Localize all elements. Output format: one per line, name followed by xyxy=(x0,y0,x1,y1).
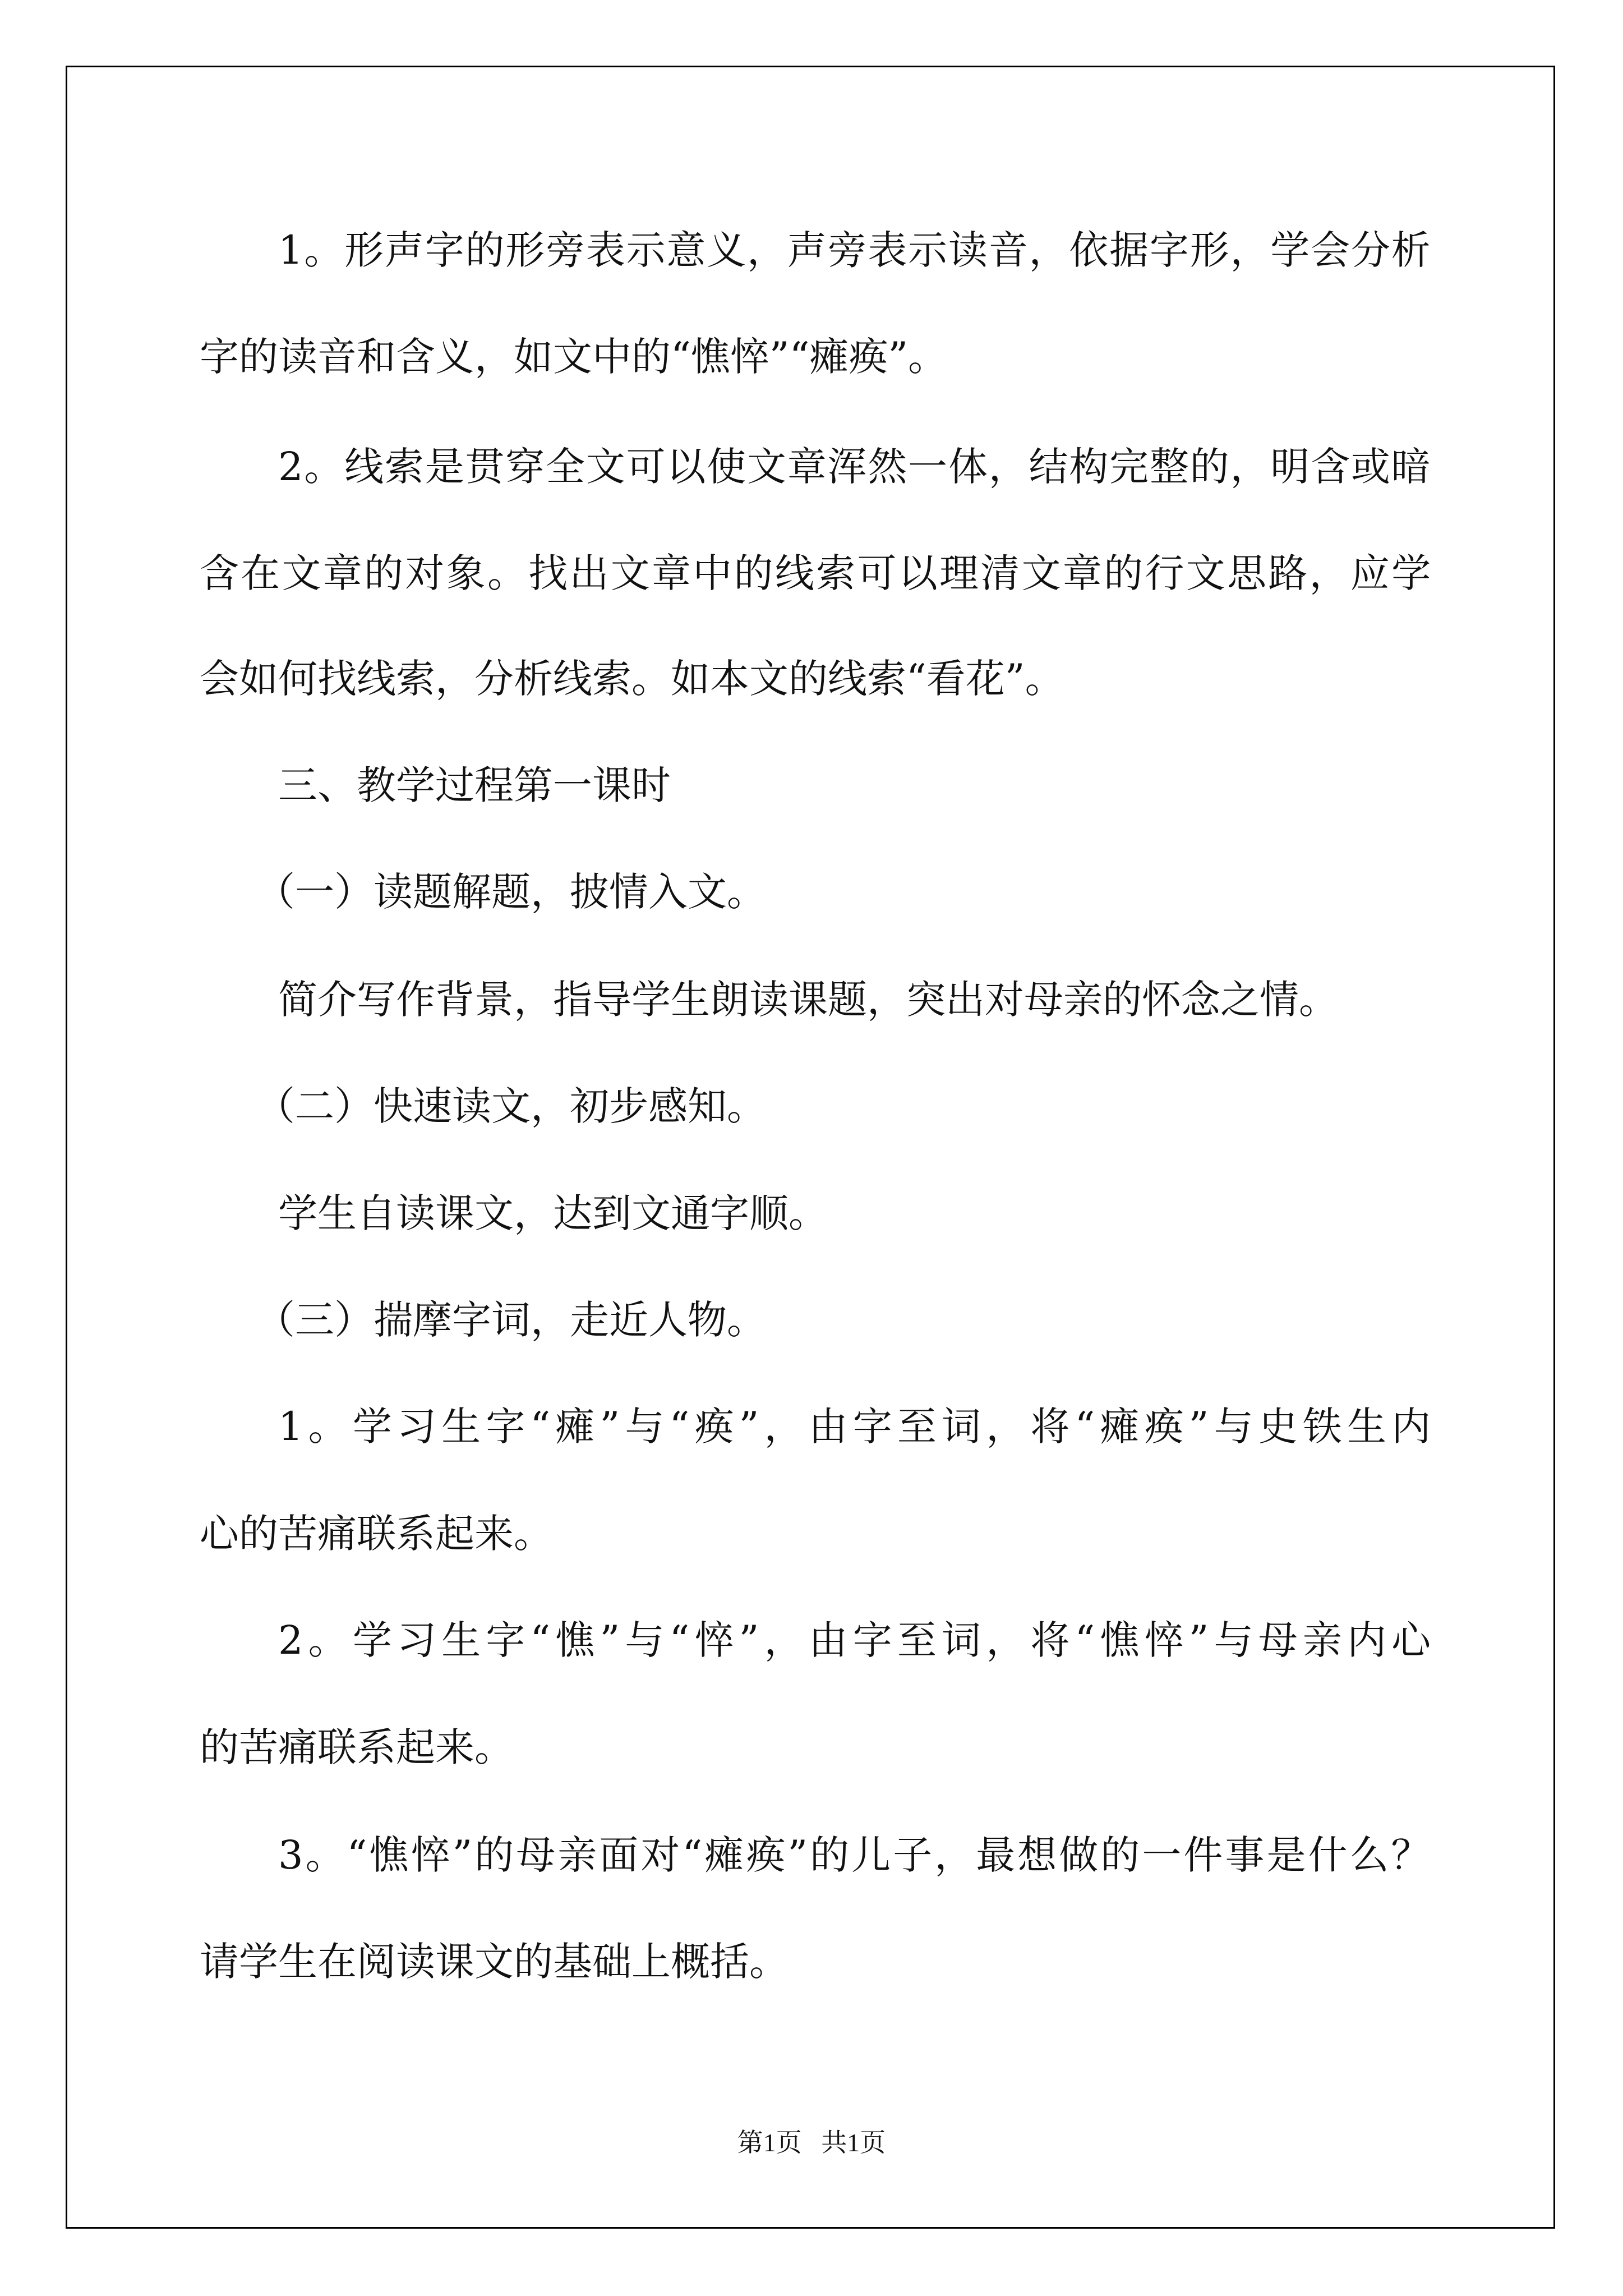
paragraph-5-line-2: 心的苦痛联系起来。 xyxy=(200,1511,553,1557)
paragraph-2-line-2: 含在文章的对象。找出文章中的线索可以理清文章的行文思路，应学 xyxy=(200,550,1433,596)
paragraph-6-line-2: 的苦痛联系起来。 xyxy=(200,1724,514,1770)
paragraph-2-line-3: 会如何找线索，分析线索。如本文的线索“看花”。 xyxy=(200,656,1064,702)
paragraph-7-line-1: 3。“憔悴”的母亲面对“瘫痪”的儿子，最想做的一件事是什么？ xyxy=(278,1832,1433,1878)
paragraph-7-line-2: 请学生在阅读课文的基础上概括。 xyxy=(200,1939,789,1985)
page-number-footer: 第1页 共1页 xyxy=(737,2128,886,2157)
paragraph-5-line-1: 1。学习生字“瘫”与“痪”，由字至词，将“瘫痪”与史铁生内 xyxy=(278,1404,1436,1450)
section-heading: 三、教学过程第一课时 xyxy=(278,762,671,808)
page-border xyxy=(66,66,1555,2229)
paragraph-3: 简介写作背景，指导学生朗读课题，突出对母亲的怀念之情。 xyxy=(278,977,1338,1023)
paragraph-2-line-1: 2。线索是贯穿全文可以使文章浑然一体，结构完整的，明含或暗 xyxy=(278,444,1432,490)
paragraph-6-line-1: 2。学习生字“憔”与“悴”，由字至词，将“憔悴”与母亲内心 xyxy=(278,1617,1436,1663)
subheading-1: （一）读题解题，披情入文。 xyxy=(256,869,766,915)
paragraph-1-line-1: 1。形声字的形旁表示意义，声旁表示读音，依据字形，学会分析 xyxy=(278,227,1432,273)
subheading-2: （二）快速读文，初步感知。 xyxy=(256,1083,766,1129)
subheading-3: （三）揣摩字词，走近人物。 xyxy=(256,1297,766,1343)
paragraph-1-line-2: 字的读音和含义，如文中的“憔悴”“瘫痪”。 xyxy=(200,334,948,380)
paragraph-4: 学生自读课文，达到文通字顺。 xyxy=(278,1190,828,1236)
